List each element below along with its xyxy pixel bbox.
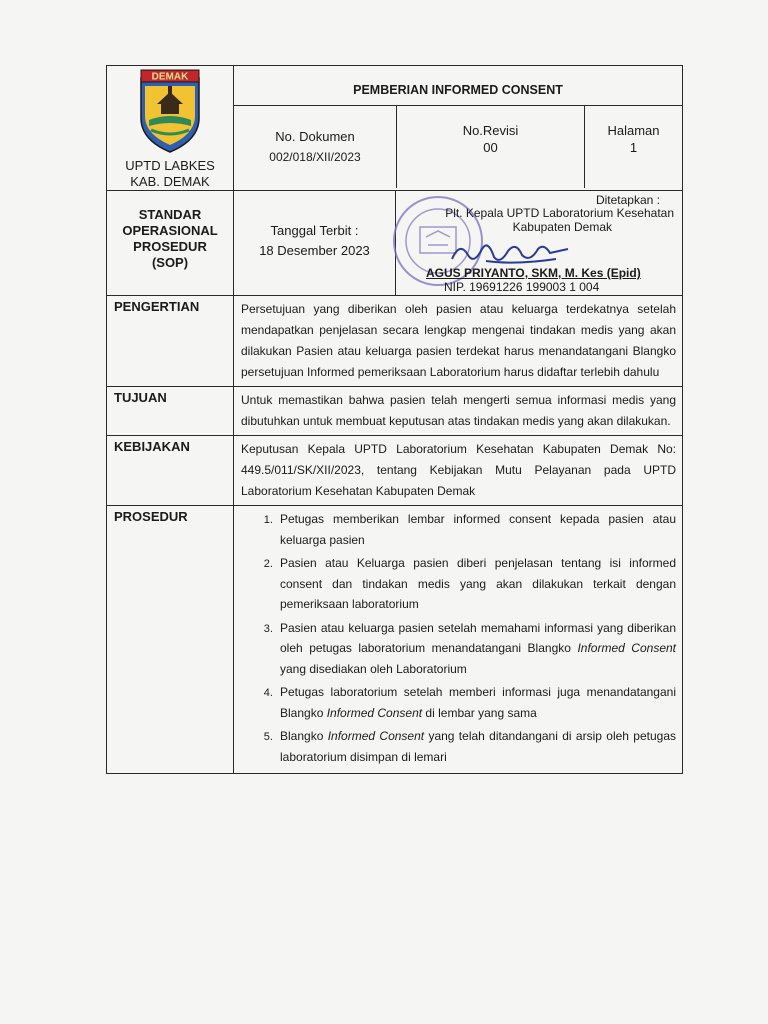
page-value: 1 xyxy=(629,140,638,155)
doc-number-label: No. Dokumen xyxy=(275,129,355,144)
procedure-step: 1. Petugas memberikan lembar informed consent kepada pasien atau keluarga pasien xyxy=(276,509,682,550)
revision-value: 00 xyxy=(483,140,498,155)
demak-logo xyxy=(135,68,205,154)
procedure-step: 3. Pasien atau keluarga pasien setelah memahami informasi yang diberikan oleh petugas laboratorium menandatangani Blangko Informed Consent yang disediakan oleh Laboratorium xyxy=(276,618,682,680)
revision-label: No.Revisi xyxy=(462,123,519,138)
approval-cell xyxy=(234,191,683,296)
procedure-step: 5. Blangko Informed Consent yang telah ditandangani di arsip oleh petugas laboratorium disimpan di lemari xyxy=(276,726,682,767)
issue-date-block xyxy=(234,191,396,295)
logo-text: DEMAK xyxy=(151,71,189,83)
approval-block xyxy=(396,191,682,295)
sop-label: STANDAR OPERASIONAL PROSEDUR (SOP) xyxy=(107,191,234,296)
kebijakan-text: Keputusan Kepala UPTD Laboratorium Kesehatan Kabupaten Demak No: 449.5/011/SK/XII/2023, tentang Kebijakan Mutu Pelayanan pada UPTD Laboratorium Kesehatan Kabupaten Demak xyxy=(234,436,683,506)
issue-date-value: 18 Desember 2023 xyxy=(259,243,370,258)
approver-position-2: Kabupaten Demak xyxy=(512,220,612,234)
procedure-list xyxy=(234,509,682,767)
kebijakan-label: KEBIJAKAN xyxy=(107,436,234,506)
approval-label: Ditetapkan : xyxy=(595,193,660,207)
sop-table xyxy=(106,65,683,774)
signature xyxy=(446,235,576,269)
approver-name: AGUS PRIYANTO, SKM, M. Kes (Epid) xyxy=(426,266,641,280)
pengertian-label: PENGERTIAN xyxy=(107,296,234,387)
doc-number-value: 002/018/XII/2023 xyxy=(269,150,361,164)
prosedur-cell xyxy=(234,506,683,774)
pengertian-text: Persetujuan yang diberikan oleh pasien atau keluarga terdekatnya setelah mendapatkan penjelasan secara lengkap mengenai tindakan medis yang akan dilakukan Pasien atau keluarga pasien terdekat harus menandatangani Blangko persetujuan Informed pemeriksaan Laboratorium harus didaftar terlebih dahulu xyxy=(234,296,683,387)
org-line1: UPTD LABKES xyxy=(125,158,215,173)
tujuan-label: TUJUAN xyxy=(107,387,234,436)
doc-number-block xyxy=(234,106,397,188)
procedure-step: 2. Pasien atau Keluarga pasien diberi penjelasan tentang isi informed consent dan tindakan medis yang akan dilakukan terkait dengan pemeriksaan laboratorium xyxy=(276,553,682,615)
prosedur-label: PROSEDUR xyxy=(107,506,234,774)
tujuan-text: Untuk memastikan bahwa pasien telah mengerti semua informasi medis yang dibutuhkan untuk membuat keputusan atas tindakan medis yang akan dilakukan. xyxy=(234,387,683,436)
approver-nip: NIP. 19691226 199003 1 004 xyxy=(444,280,600,294)
logo-cell xyxy=(107,66,234,191)
page-block xyxy=(585,106,682,188)
page-label: Halaman xyxy=(607,123,660,138)
document-title: PEMBERIAN INFORMED CONSENT xyxy=(234,66,683,106)
revision-block xyxy=(397,106,585,188)
issue-date-label: Tanggal Terbit : xyxy=(270,223,359,238)
document-info-cell xyxy=(234,106,683,191)
procedure-step: 4. Petugas laboratorium setelah memberi informasi juga menandatangani Blangko Informed Consent di lembar yang sama xyxy=(276,682,682,723)
approver-position: Plt. Kepala UPTD Laboratorium Kesehatan xyxy=(445,206,674,220)
org-line2: KAB. DEMAK xyxy=(130,174,210,189)
